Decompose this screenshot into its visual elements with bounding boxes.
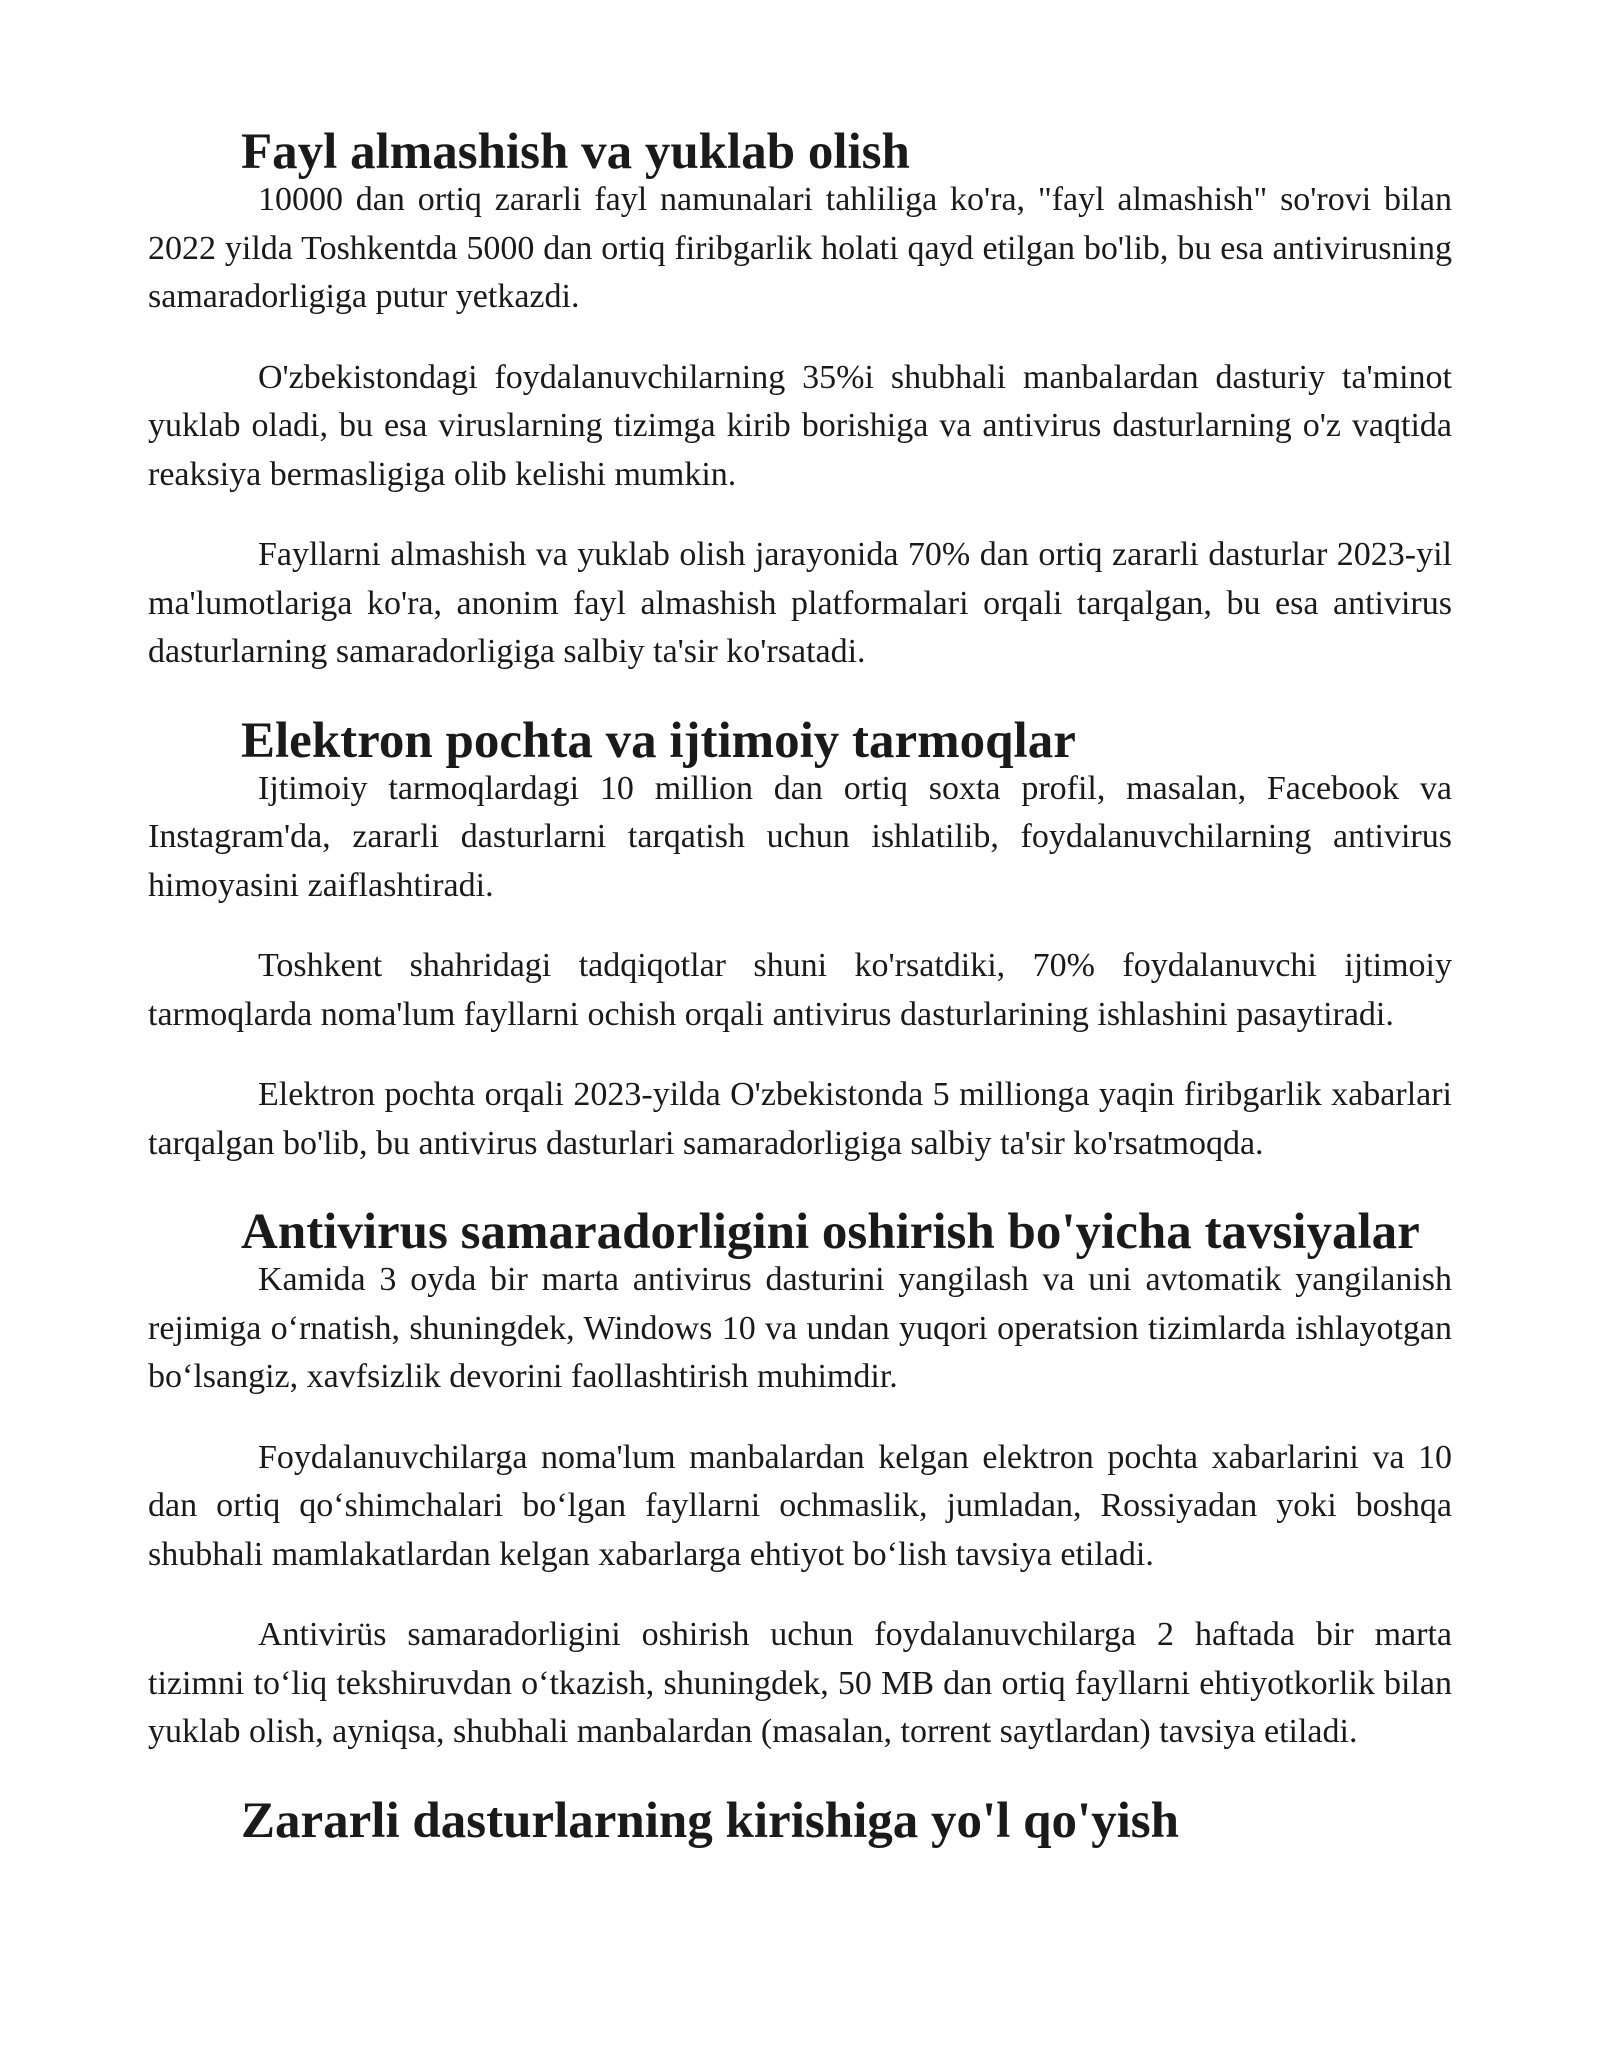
paragraph: Toshkent shahridagi tadqiqotlar shuni ko'rsatdiki, 70% foydalanuvchi ijtimoiy tarmoqlarda noma'lum fayllarni ochish orqali antivirus dasturlarining ishlashini pasaytiradi.	[148, 947, 1452, 1033]
paragraph: Foydalanuvchilarga noma'lum manbalardan kelgan elektron pochta xabarlarini va 10 dan ortiq qoʻshimchalari boʻlgan fayllarni ochmaslik, jumladan, Rossiyadan yoki boshqa shubhali mamlakatlardan kelgan xabarlarga ehtiyot boʻlish tavsiya etiladi.	[148, 1438, 1452, 1573]
section-heading: Antivirus samaradorligini oshirish bo'yicha tavsiyalar	[241, 1204, 1420, 1260]
paragraph: Antivirüs samaradorligini oshirish uchun foydalanuvchilarga 2 haftada bir marta tizimni toʻliq tekshiruvdan oʻtkazish, shuningdek, 50 MB dan ortiq fayllarni ehtiyotkorlik bilan yuklab olish, ayniqsa, shubhali manbalardan (masalan, torrent saytlardan) tavsiya etiladi.	[148, 1616, 1452, 1750]
paragraph: Kamida 3 oyda bir marta antivirus dasturini yangilash va uni avtomatik yangilanish rejimiga oʻrnatish, shuningdek, Windows 10 va undan yuqori operatsion tizimlarda ishlayotgan boʻlsangiz, xavfsizlik devorini faollashtirish muhimdir.	[148, 1261, 1452, 1395]
section-heading: Fayl almashish va yuklab olish	[241, 124, 910, 180]
paragraph: Ijtimoiy tarmoqlardagi 10 million dan ortiq soxta profil, masalan, Facebook va Instagram'da, zararli dasturlarni tarqatish uchun ishlatilib, foydalanuvchilarning antivirus himoyasini zaiflashtiradi.	[148, 769, 1452, 904]
paragraph: Elektron pochta orqali 2023-yilda O'zbekistonda 5 millionga yaqin firibgarlik xabarlari tarqalgan bo'lib, bu antivirus dasturlari samaradorligiga salbiy ta'sir ko'rsatmoqda.	[148, 1076, 1452, 1162]
document-page	[148, 124, 1452, 1849]
paragraph: 10000 dan ortiq zararli fayl namunalari tahliliga ko'ra, "fayl almashish" so'rovi bilan 2022 yilda Toshkentda 5000 dan ortiq firibgarlik holati qayd etilgan bo'lib, bu esa antivirusning samaradorligiga putur yetkazdi.	[148, 181, 1452, 315]
section-heading: Elektron pochta va ijtimoiy tarmoqlar	[241, 712, 1076, 769]
paragraph: Fayllarni almashish va yuklab olish jarayonida 70% dan ortiq zararli dasturlar 2023-yil ma'lumotlariga ko'ra, anonim fayl almashish platformalari orqali tarqalgan, bu esa antivirus dasturlarning samaradorligiga salbiy ta'sir ko'rsatadi.	[148, 536, 1452, 670]
section-heading: Zararli dasturlarning kirishiga yo'l qo'yish	[241, 1792, 1179, 1849]
paragraph: O'zbekistondagi foydalanuvchilarning 35%i shubhali manbalardan dasturiy ta'minot yuklab oladi, bu esa viruslarning tizimga kirib borishiga va antivirus dasturlarning o'z vaqtida reaksiya bermasligiga olib kelishi mumkin.	[148, 358, 1452, 493]
